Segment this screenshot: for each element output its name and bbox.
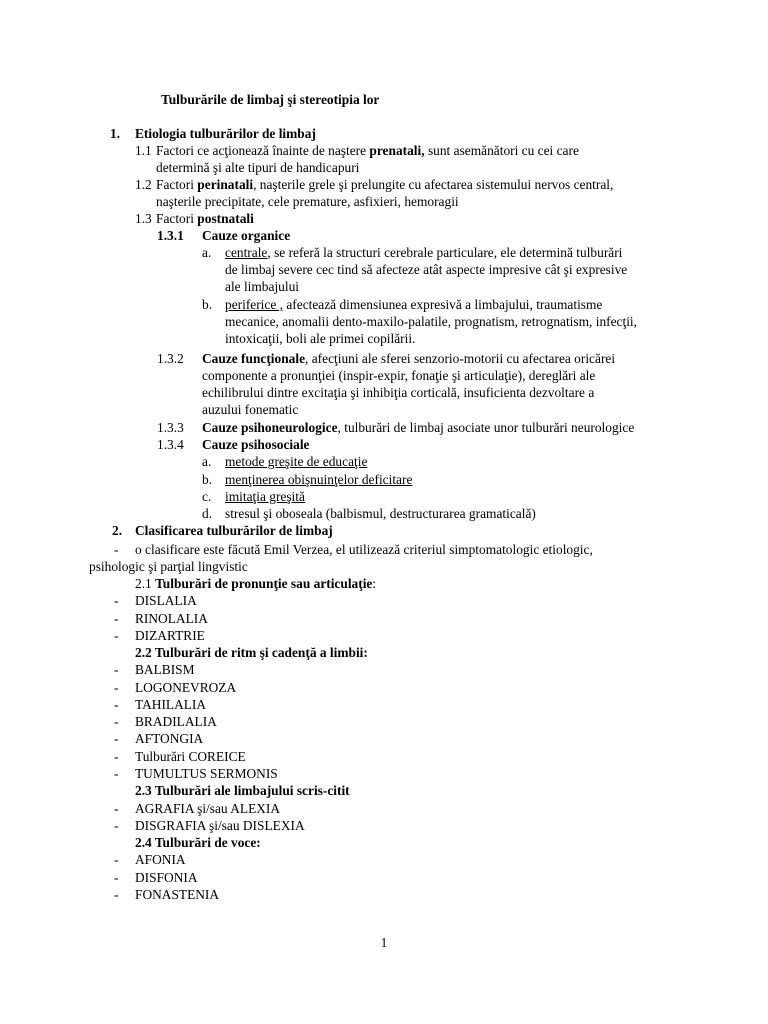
list-dash: - [114, 887, 119, 902]
list-item: DISFONIA [135, 870, 198, 885]
psychosocial-b-text: menţinerea obişnuinţelor deficitare [225, 472, 413, 487]
psychosocial-c-text: imitaţia greşită [225, 489, 305, 504]
group-2-3-heading: 2.3 Tulburări ale limbajului scris-citit [135, 783, 350, 798]
cause-1-3-4-number: 1.3.4 [157, 437, 184, 452]
list-item: DISLALIA [135, 593, 197, 608]
psychosocial-c-letter: c. [202, 489, 212, 504]
organic-b-letter: b. [202, 297, 213, 312]
list-dash: - [114, 731, 119, 746]
factor-1-1-continuation: determină şi alte tipuri de handicapuri [156, 160, 360, 175]
factor-1-1-line: Factori ce acţionează înainte de naştere prenatali, sunt asemănători cu cei care [156, 143, 579, 158]
list-item: BALBISM [135, 662, 195, 677]
list-item: DISGRAFIA şi/sau DISLEXIA [135, 818, 305, 833]
list-item: LOGONEVROZA [135, 680, 237, 695]
factor-1-3-number: 1.3 [135, 211, 152, 226]
list-item: FONASTENIA [135, 887, 220, 902]
list-dash: - [114, 593, 119, 608]
list-item: TAHILALIA [135, 697, 207, 712]
cause-1-3-1-heading: Cauze organice [202, 228, 291, 243]
organic-b-line-2: mecanice, anomalii dento-maxilo-palatile, prognatism, retrognatism, infecţii, [225, 314, 637, 329]
organic-a-letter: a. [202, 245, 212, 260]
list-dash: - [114, 818, 119, 833]
organic-a-line: centrale, se referă la structuri cerebrale particulare, ele determină tulburări [225, 245, 623, 260]
cause-1-3-2-line-2: componente a pronunţiei (inspir-expir, fonaţie şi articulaţie), dereglări ale [202, 368, 596, 383]
list-item: DIZARTRIE [135, 628, 205, 643]
cause-1-3-3-number: 1.3.3 [157, 420, 184, 435]
intro-line-1: o clasificare este făcută Emil Verzea, el utilizează criteriul simptomatologic etiologic, [135, 542, 593, 557]
group-2-1-heading: 2.1 Tulburări de pronunţie sau articulaţie: [135, 576, 377, 591]
organic-b-line-3: intoxicaţii, boli ale primei copilării. [225, 331, 416, 346]
document-title: Tulburările de limbaj şi stereotipia lor [161, 92, 380, 107]
list-dash: - [114, 680, 119, 695]
list-item: BRADILALIA [135, 714, 217, 729]
cause-1-3-4-heading: Cauze psihosociale [202, 437, 310, 452]
cause-1-3-3-line: Cauze psihoneurologice, tulburări de limbaj asociate unor tulburări neurologice [202, 420, 635, 435]
psychosocial-a-letter: a. [202, 454, 212, 469]
organic-b-line: periferice , afectează dimensiunea expresivă a limbajului, traumatisme [225, 297, 603, 312]
list-item: Tulburări COREICE [135, 749, 246, 764]
factor-1-2-continuation: naşterile precipitate, cele premature, asfixieri, hemoragii [156, 194, 459, 209]
psychosocial-a-text: metode greşite de educaţie [225, 454, 368, 469]
organic-a-line-3: ale limbajului [225, 279, 300, 294]
factor-1-3-line: Factori postnatali [156, 211, 254, 226]
cause-1-3-2-line-4: auzului fonematic [202, 402, 299, 417]
list-dash: - [114, 852, 119, 867]
section-1-number: 1. [110, 126, 121, 141]
list-item: AFTONGIA [135, 731, 204, 746]
section-2-number: 2. [112, 523, 123, 538]
section-2-heading: Clasificarea tulburărilor de limbaj [135, 523, 333, 538]
factor-1-2-number: 1.2 [135, 177, 152, 192]
list-dash: - [114, 628, 119, 643]
section-1-heading: Etiologia tulburărilor de limbaj [135, 126, 316, 141]
list-item: AGRAFIA şi/sau ALEXIA [135, 801, 281, 816]
cause-1-3-2-number: 1.3.2 [157, 351, 184, 366]
group-2-2-heading: 2.2 Tulburări de ritm şi cadenţă a limbii: [135, 645, 368, 660]
page-number: 1 [380, 935, 388, 950]
list-dash: - [114, 697, 119, 712]
cause-1-3-2-line: Cauze funcţionale, afecţiuni ale sferei senzorio-motorii cu afectarea oricărei [202, 351, 616, 366]
organic-a-line-2: de limbaj severe cec tind să afecteze atât aspecte impresive cât şi expresive [225, 262, 628, 277]
cause-1-3-2-line-3: echilibrului dintre excitaţia şi inhibiţia corticală, insuficienta dezvoltare a [202, 385, 595, 400]
list-dash: - [114, 662, 119, 677]
intro-dash: - [114, 542, 119, 557]
psychosocial-d-text: stresul şi oboseala (balbismul, destructurarea gramaticală) [225, 506, 536, 521]
list-dash: - [114, 714, 119, 729]
list-dash: - [114, 766, 119, 781]
factor-1-1-number: 1.1 [135, 143, 152, 158]
intro-line-2: psihologic şi parţial lingvistic [89, 559, 248, 574]
cause-1-3-1-number: 1.3.1 [157, 228, 184, 243]
list-dash: - [114, 611, 119, 626]
group-2-4-heading: 2.4 Tulburări de voce: [135, 835, 261, 850]
psychosocial-d-letter: d. [202, 506, 213, 521]
list-item: TUMULTUS SERMONIS [135, 766, 278, 781]
factor-1-2-line: Factori perinatali, naşterile grele şi prelungite cu afectarea sistemului nervos central, [156, 177, 614, 192]
psychosocial-b-letter: b. [202, 472, 213, 487]
list-dash: - [114, 801, 119, 816]
list-dash: - [114, 749, 119, 764]
list-dash: - [114, 870, 119, 885]
list-item: AFONIA [135, 852, 186, 867]
list-item: RINOLALIA [135, 611, 208, 626]
